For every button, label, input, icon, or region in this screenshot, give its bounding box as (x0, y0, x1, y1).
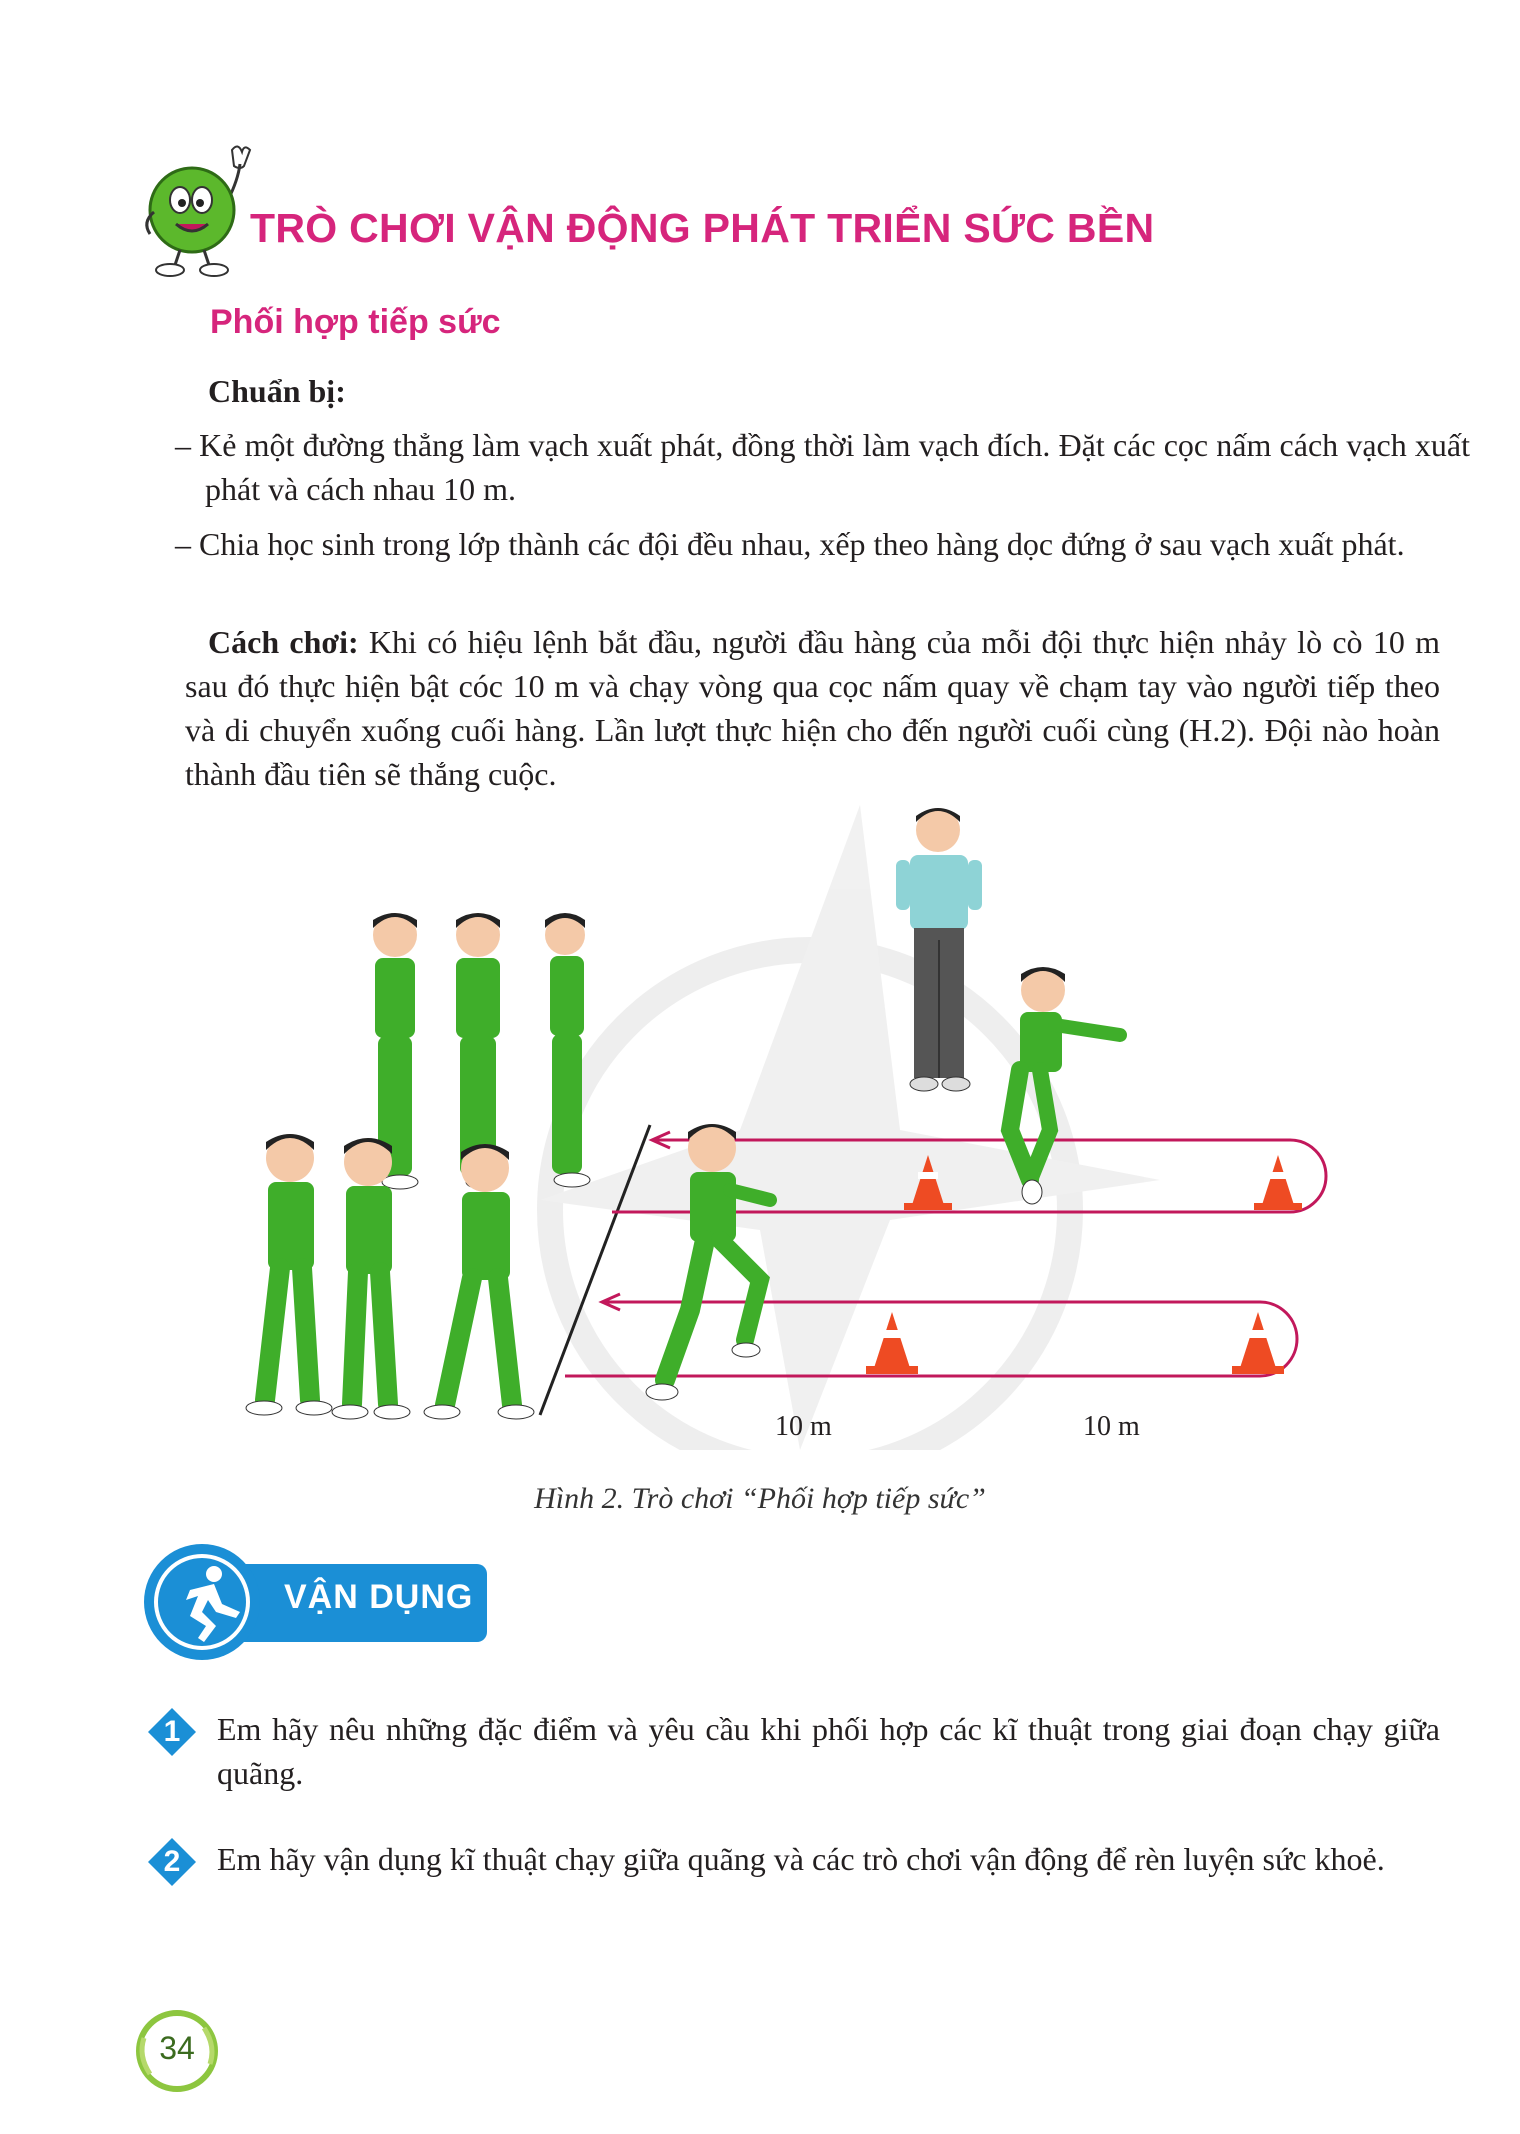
preparation-item: – Kẻ một đường thẳng làm vạch xuất phát, đồng thời làm vạch đích. Đặt các cọc nấm cách vạch xuất phát và cách nhau 10 m. (175, 427, 1470, 507)
question-number: 2 (163, 1845, 181, 1878)
how-to-play-label: Cách chơi: (208, 624, 359, 660)
how-to-play-text: Khi có hiệu lệnh bắt đầu, người đầu hàng của mỗi đội thực hiện nhảy lò cò 10 m sau đó thực hiện bật cóc 10 m và chạy vòng qua cọc nấm quay về chạm tay vào người tiếp theo và di chuyển xuống cuối hàng. Lần lượt thực hiện cho đến người cuối cùng (H.2). Đội nào hoàn thành đầu tiên sẽ thắng cuộc. (185, 624, 1441, 792)
watermark-logo (540, 805, 1160, 1450)
green-ball-mascot-icon (140, 140, 260, 280)
page-number: 34 (159, 2030, 195, 2066)
distance-label-1: 10 m (775, 1411, 832, 1442)
question-number: 1 (163, 1715, 181, 1748)
preparation-item: – Chia học sinh trong lớp thành các đội đều nhau, xếp theo hàng dọc đứng ở sau vạch xuất phát. (175, 526, 1405, 562)
apply-section-label: VẬN DỤNG (284, 1578, 474, 1616)
game-title: Phối hợp tiếp sức (210, 303, 501, 341)
preparation-heading: Chuẩn bị: (208, 373, 346, 409)
figure-caption: Hình 2. Trò chơi “Phối hợp tiếp sức” (534, 1482, 986, 1515)
how-to-play-paragraph (185, 620, 1440, 796)
relay-game-illustration (240, 800, 1360, 1450)
section-title: TRÒ CHƠI VẬN ĐỘNG PHÁT TRIỂN SỨC BỀN (250, 205, 1155, 251)
question-text: Em hãy nêu những đặc điểm và yêu cầu khi phối hợp các kĩ thuật trong giai đoạn chạy giữa quãng. (217, 1711, 1440, 1791)
student-waiting-figure (246, 1134, 332, 1415)
cone-icon (1232, 1312, 1284, 1374)
cone-icon (1254, 1155, 1302, 1210)
teacher-figure (896, 808, 982, 1091)
question-text: Em hãy vận dụng kĩ thuật chạy giữa quãng và các trò chơi vận động để rèn luyện sức khoẻ. (217, 1841, 1385, 1877)
distance-label-2: 10 m (1083, 1411, 1140, 1442)
student-waiting-figure (424, 1144, 534, 1419)
cone-icon (866, 1312, 918, 1374)
